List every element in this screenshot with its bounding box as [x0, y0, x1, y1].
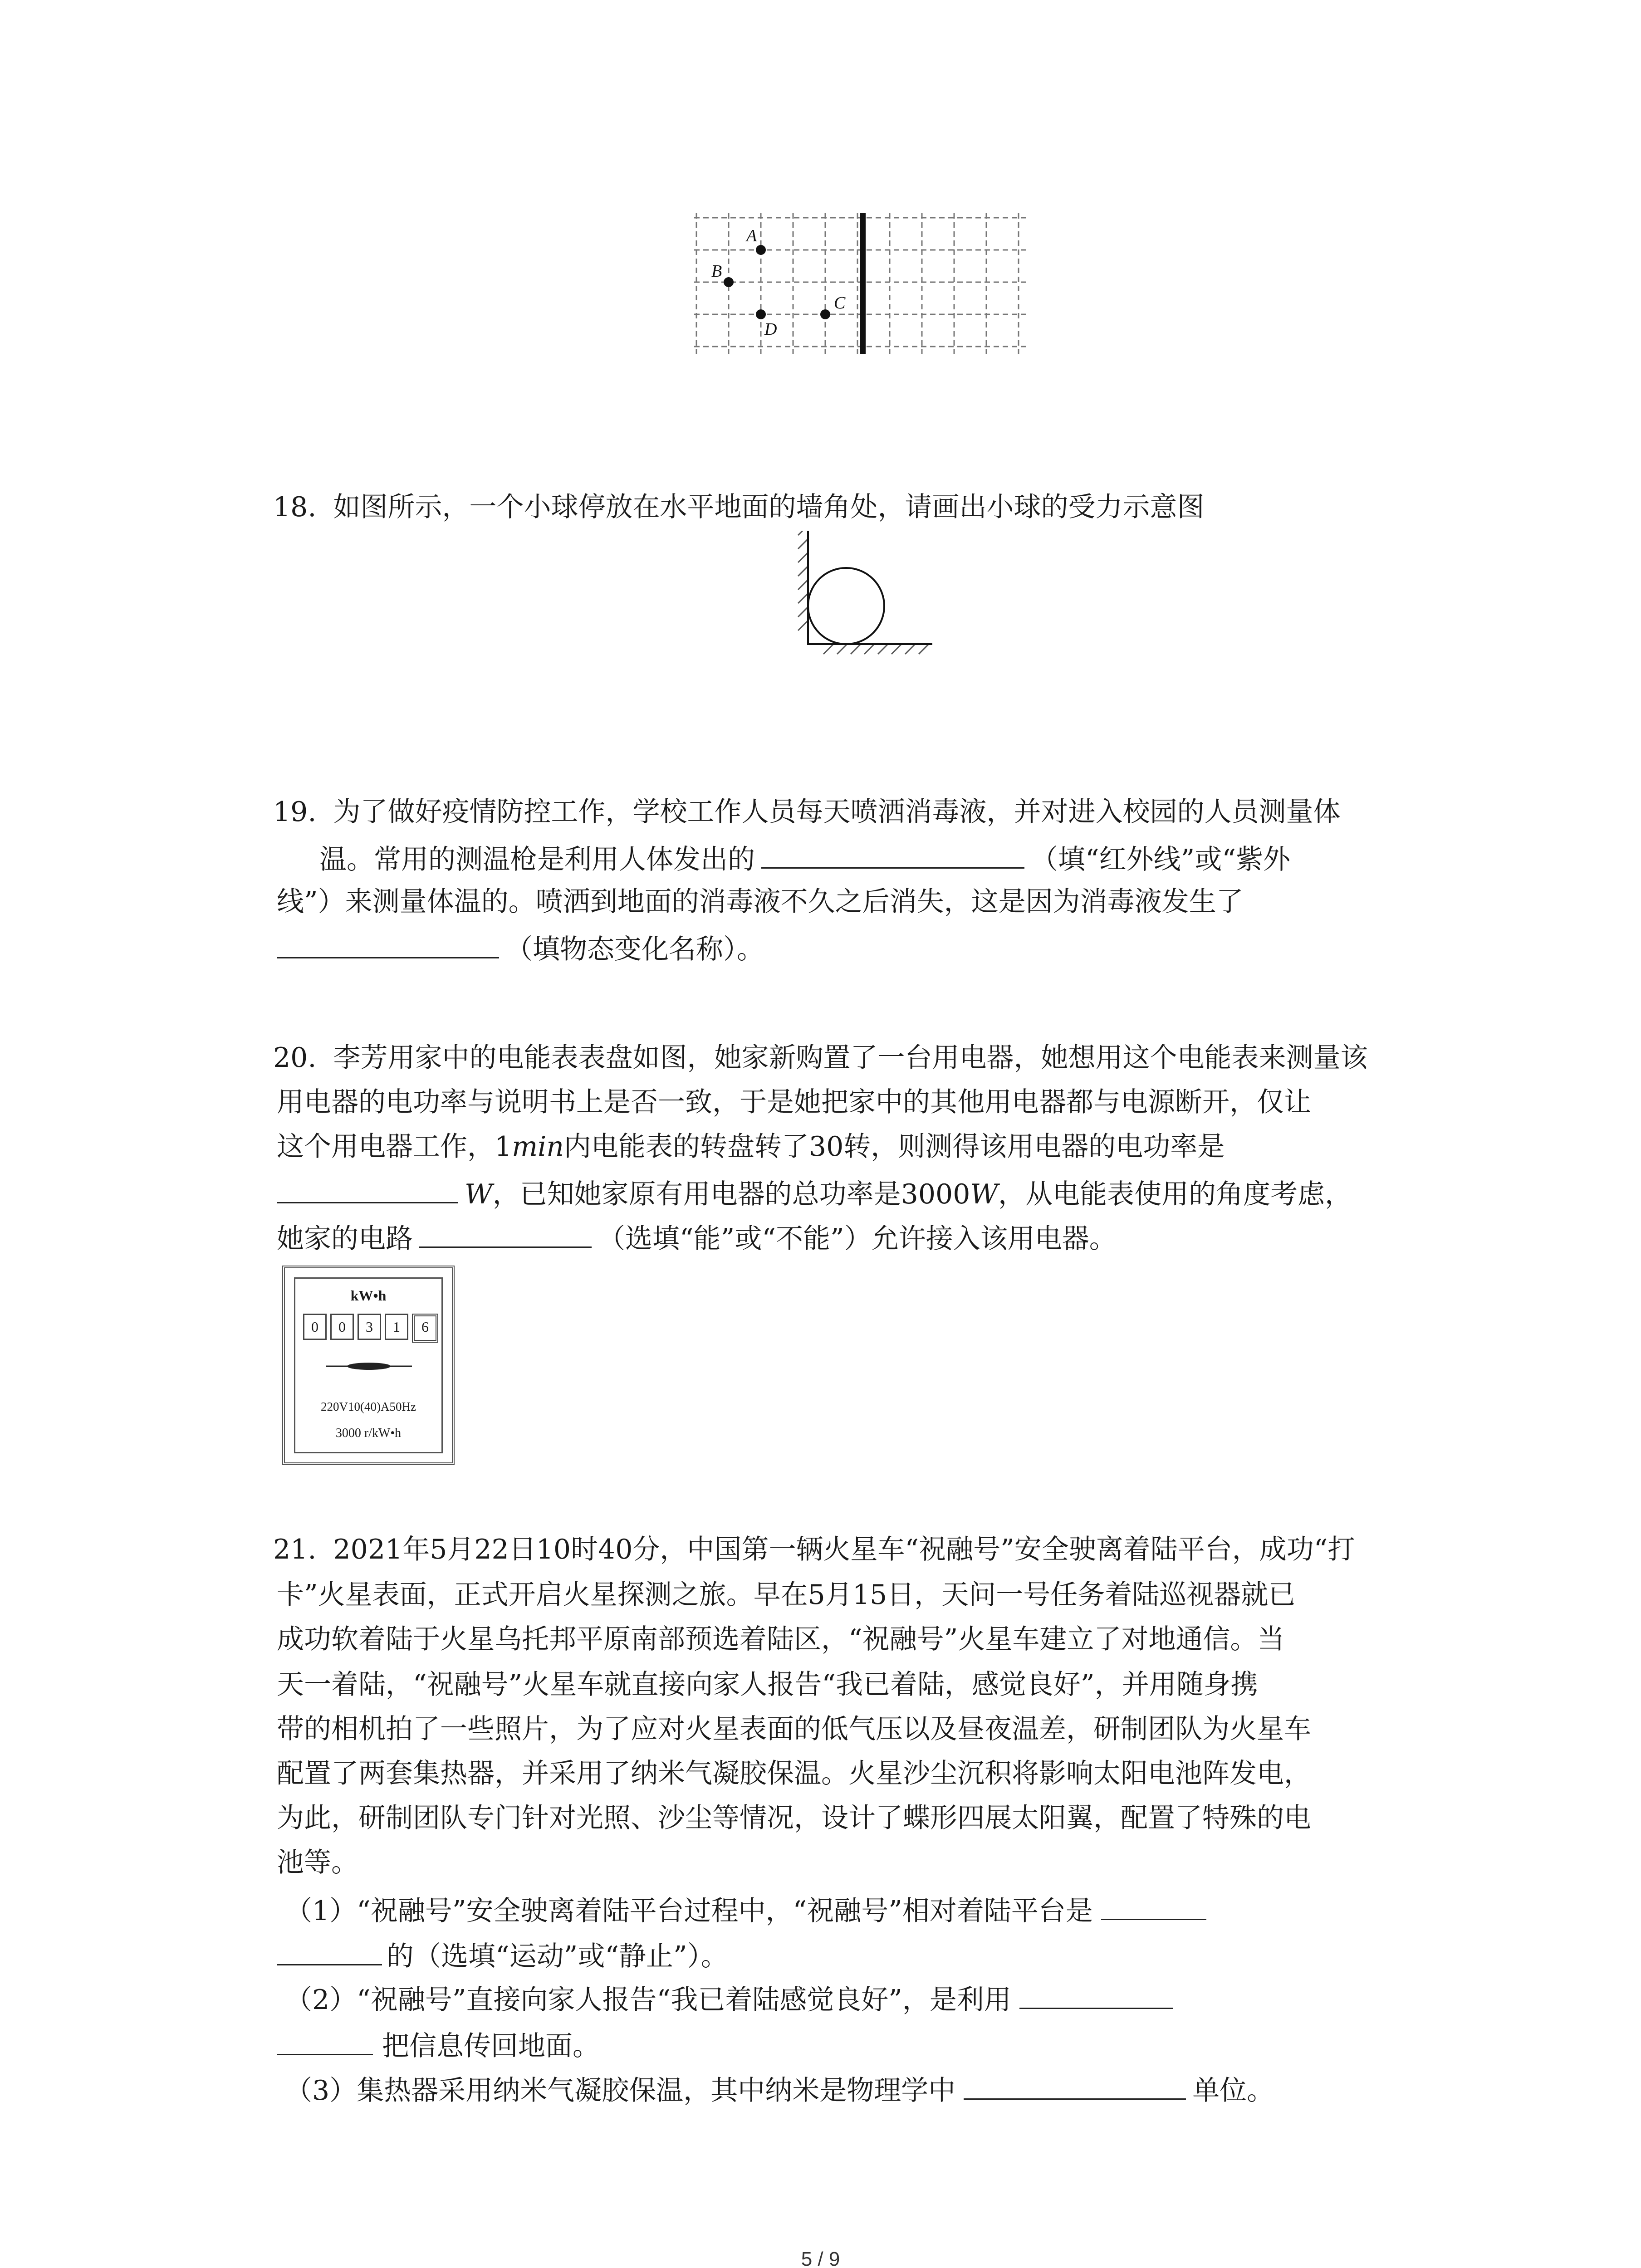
q20-text4b: ，从电能表使用的角度考虑，: [998, 1178, 1352, 1210]
q20-text4a: ，已知她家原有用电器的总功率是: [492, 1178, 901, 1210]
q21-blank-2[interactable]: [1019, 1980, 1173, 2009]
ball-corner-figure: [796, 531, 932, 662]
q21-sub3-text: （3）集热器采用纳米气凝胶保温，其中纳米是物理学中: [285, 2075, 956, 2107]
q21-number: 21.: [273, 1534, 317, 1565]
q20-power-value: 3000: [901, 1178, 970, 1210]
q21-text: 池等。: [277, 1847, 358, 1878]
q21-sub2-cont: [277, 2027, 600, 2063]
meter-constant: 3000 r/kW•h: [335, 1426, 402, 1440]
label-a: A: [746, 226, 757, 245]
q21-line2: [277, 1578, 1295, 1612]
q20-number: 20.: [273, 1042, 317, 1074]
q19-text4: （填物态变化名称）。: [505, 934, 764, 965]
q20-blank-1[interactable]: [277, 1175, 458, 1203]
q20-text5a: 她家的电路: [277, 1223, 413, 1255]
q20-time-value: 1: [495, 1131, 512, 1163]
q20-power-unit-2: W: [970, 1178, 999, 1210]
q21-line1: [273, 1532, 1355, 1567]
q20-power-unit: W: [465, 1178, 493, 1210]
q21-sub1-text: （1）“祝融号”安全驶离着陆平台过程中，“祝融号”相对着陆平台是: [285, 1895, 1093, 1927]
q19-blank-2[interactable]: [277, 930, 499, 958]
point-a: [756, 245, 766, 255]
q19-line4: [277, 930, 764, 967]
q20-text1: 李芳用家中的电能表表盘如图，她家新购置了一台用电器，她想用这个电能表来测量该: [333, 1042, 1368, 1074]
q21-text: 配置了两套集热器，并采用了纳米气凝胶保温。火星沙尘沉积将影响太阳电池阵发电，: [277, 1758, 1311, 1789]
q21-sub1-text-2: 的（选填“运动”或“静止”）。: [387, 1941, 728, 1972]
q21-text: 成功软着陆于火星乌托邦平原南部预选着陆区，“祝融号”火星车建立了对地通信。当: [277, 1623, 1285, 1655]
q21-sub3-text-2: 单位。: [1192, 2075, 1274, 2107]
q19-line2: [319, 840, 1290, 877]
meter-digit: 0: [303, 1314, 327, 1340]
q21-blank-3[interactable]: [964, 2071, 1186, 2100]
q20-turns-value: 30: [808, 1131, 844, 1163]
q21-text: 卡”火星表面，正式开启火星探测之旅。早在5月15日，天问一号任务着陆巡视器就已: [277, 1579, 1296, 1611]
q21-sub1: [285, 1892, 1206, 1928]
point-b: [724, 277, 734, 287]
q21-line3: [277, 1622, 1284, 1657]
q20-line2: [277, 1085, 1311, 1119]
q19-text3: 线”）来测量体温的。喷洒到地面的消毒液不久之后消失，这是因为消毒液发生了: [277, 886, 1244, 918]
q19-text1: 为了做好疫情防控工作，学校工作人员每天喷洒消毒液，并对进入校园的人员测量体: [333, 796, 1341, 828]
q21-text: 2021年5月22日10时40分，中国第一辆火星车“祝融号”安全驶离着陆平台，成功“打: [333, 1534, 1355, 1565]
q19-text2a: 温。常用的测温枪是利用人体发出的: [319, 844, 755, 875]
q18-text: 如图所示，一个小球停放在水平地面的墙角处，请画出小球的受力示意图: [333, 491, 1205, 523]
q21-blank-1-cont[interactable]: [277, 1937, 382, 1965]
ball: [808, 568, 884, 644]
meter-rating: 220V10(40)A50Hz: [321, 1400, 416, 1413]
q20-text3b: 内电能表的转盘转了: [563, 1131, 809, 1163]
q20-blank-2[interactable]: [419, 1219, 592, 1248]
q20-line1: [273, 1041, 1368, 1075]
meter-digit: 6: [412, 1314, 438, 1343]
q21-line7: [277, 1801, 1311, 1835]
q18-line: [273, 490, 1205, 524]
meter-dial: [326, 1357, 412, 1375]
q21-sub2: [285, 1980, 1173, 2017]
q21-text: 天一着陆，“祝融号”火星车就直接向家人报告“我已着陆，感觉良好”，并用随身携: [277, 1669, 1258, 1701]
label-b: B: [711, 262, 722, 281]
q21-sub2-text-2: 把信息传回地面。: [382, 2030, 600, 2062]
q21-blank-1[interactable]: [1101, 1892, 1206, 1920]
q20-line5: [277, 1219, 1117, 1256]
electric-meter: [282, 1266, 455, 1465]
page-number: 5 / 9: [801, 2248, 840, 2268]
q19-blank-1[interactable]: [761, 840, 1024, 869]
q18-number: 18.: [273, 491, 317, 523]
label-c: C: [834, 293, 846, 313]
q21-sub3: [285, 2071, 1274, 2108]
meter-digit: 0: [330, 1314, 354, 1340]
q21-line6: [277, 1756, 1311, 1791]
q20-time-unit: min: [512, 1131, 564, 1163]
meter-unit: kW•h: [350, 1287, 387, 1304]
point-c: [820, 309, 830, 319]
q19-text2b: （填“红外线”或“紫外: [1031, 844, 1291, 875]
q21-sub2-text: （2）“祝融号”直接向家人报告“我已着陆感觉良好”，是利用: [285, 1984, 1011, 2016]
q20-text5b: （选填“能”或“不能”）允许接入该用电器。: [598, 1223, 1117, 1255]
q21-line8: [277, 1845, 358, 1880]
q19-line3: [277, 885, 1244, 919]
meter-digit: 3: [358, 1314, 381, 1340]
q20-line3: [277, 1129, 1225, 1164]
q21-text: 带的相机拍了一些照片，为了应对火星表面的低气压以及昼夜温差，研制团队为火星车: [277, 1713, 1311, 1745]
q21-blank-2-cont[interactable]: [277, 2027, 373, 2055]
q20-text3a: 这个用电器工作，: [277, 1131, 495, 1163]
q21-line4: [277, 1667, 1258, 1702]
meter-digit: 1: [385, 1314, 408, 1340]
q20-text3c: 转，则测得该用电器的电功率是: [843, 1131, 1225, 1163]
q21-sub1-cont: [277, 1937, 728, 1974]
point-d: [756, 309, 766, 319]
q19-number: 19.: [273, 796, 317, 828]
label-d: D: [764, 320, 777, 339]
q20-text2: 用电器的电功率与说明书上是否一致，于是她把家中的其他用电器都与电源断开，仅让: [277, 1086, 1311, 1118]
q21-text: 为此，研制团队专门针对光照、沙尘等情况，设计了蝶形四展太阳翼，配置了特殊的电: [277, 1802, 1311, 1834]
q21-line5: [277, 1712, 1311, 1746]
q19-line1: [273, 795, 1341, 829]
meter-digits: [303, 1314, 438, 1343]
grid-figure: [694, 213, 1030, 358]
q20-line4: [277, 1175, 1352, 1212]
